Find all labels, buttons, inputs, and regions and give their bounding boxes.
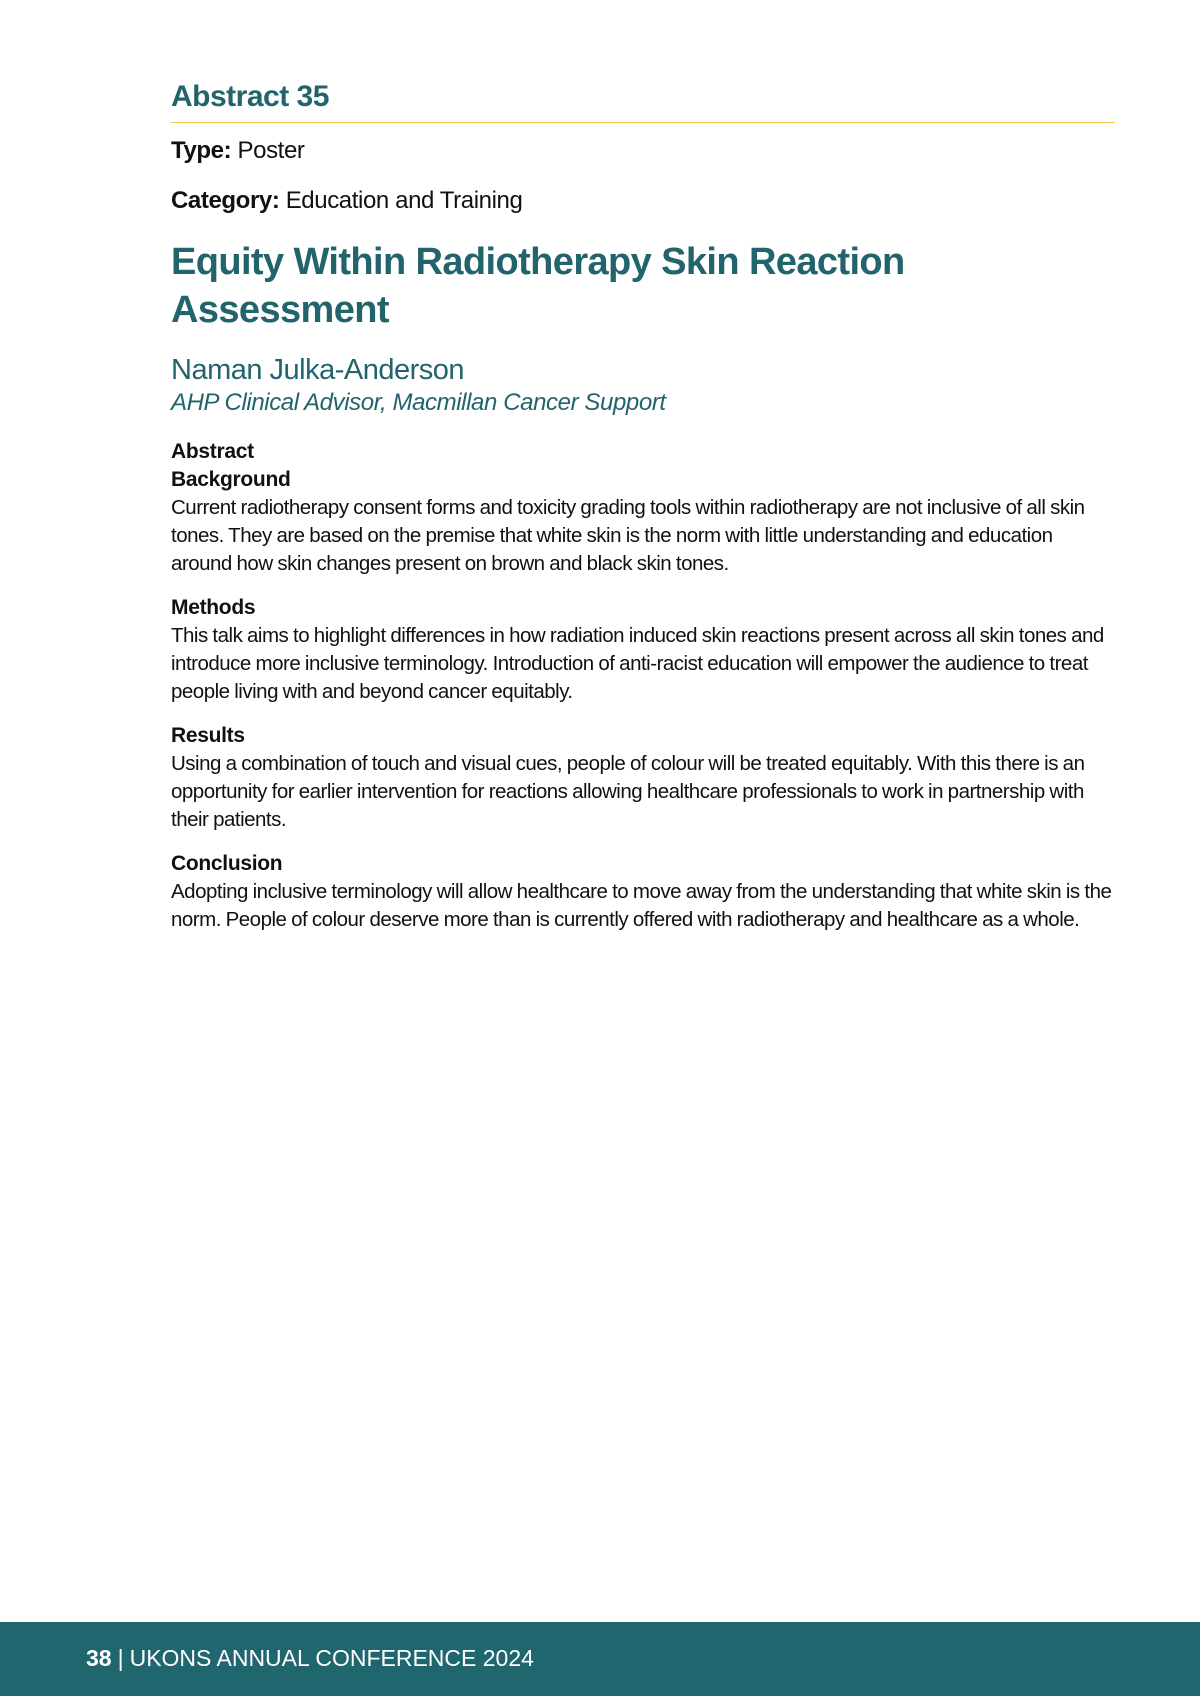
section-body: Using a combination of touch and visual cues, people of colour will be treated equitably. With this there is an opportunity for earlier intervention for reactions allowing healthcare professionals to work in partnership with their patients. — [171, 752, 1085, 831]
section-heading: Background — [171, 468, 291, 491]
type-value: Poster — [237, 137, 305, 164]
category-value: Education and Training — [285, 187, 523, 214]
conference-name: UKONS ANNUAL CONFERENCE 2024 — [129, 1645, 534, 1671]
section-results — [171, 722, 1115, 834]
abstract-number: Abstract 35 — [171, 78, 1115, 123]
page-number: 38 — [86, 1645, 112, 1671]
section-body: This talk aims to highlight differences in how radiation induced skin reactions present across all skin tones and introduce more inclusive terminology. Introduction of anti-racist education will empower the audience to treat people living with and beyond cancer equitably. — [171, 624, 1104, 703]
type-line — [171, 136, 1115, 166]
footer-bar — [0, 1622, 1200, 1696]
category-line — [171, 186, 1115, 216]
author-name: Naman Julka-Anderson — [171, 354, 465, 386]
abstract-title: Equity Within Radiotherapy Skin Reaction Assessment — [171, 241, 905, 331]
section-body: Current radiotherapy consent forms and toxicity grading tools within radiotherapy are not inclusive of all skin tones. They are based on the premise that white skin is the norm with little understanding and education around how skin changes present on brown and black skin tones. — [171, 496, 1085, 575]
type-label: Type: — [171, 137, 232, 164]
section-background — [171, 466, 1115, 578]
section-methods — [171, 594, 1115, 706]
section-body: Adopting inclusive terminology will allow healthcare to move away from the understanding that white skin is the norm. People of colour deserve more than is currently offered with radiotherapy and healthcare as a whole. — [171, 880, 1112, 931]
author-affiliation: AHP Clinical Advisor, Macmillan Cancer Support — [171, 389, 666, 416]
section-heading: Conclusion — [171, 852, 283, 875]
section-conclusion — [171, 850, 1115, 934]
section-heading: Results — [171, 724, 245, 747]
abstract-label: Abstract — [171, 440, 254, 463]
abstract-page — [171, 78, 1115, 934]
footer-text — [86, 1642, 534, 1674]
section-heading: Methods — [171, 596, 256, 619]
footer-separator: | — [117, 1645, 124, 1671]
category-label: Category: — [171, 187, 280, 214]
